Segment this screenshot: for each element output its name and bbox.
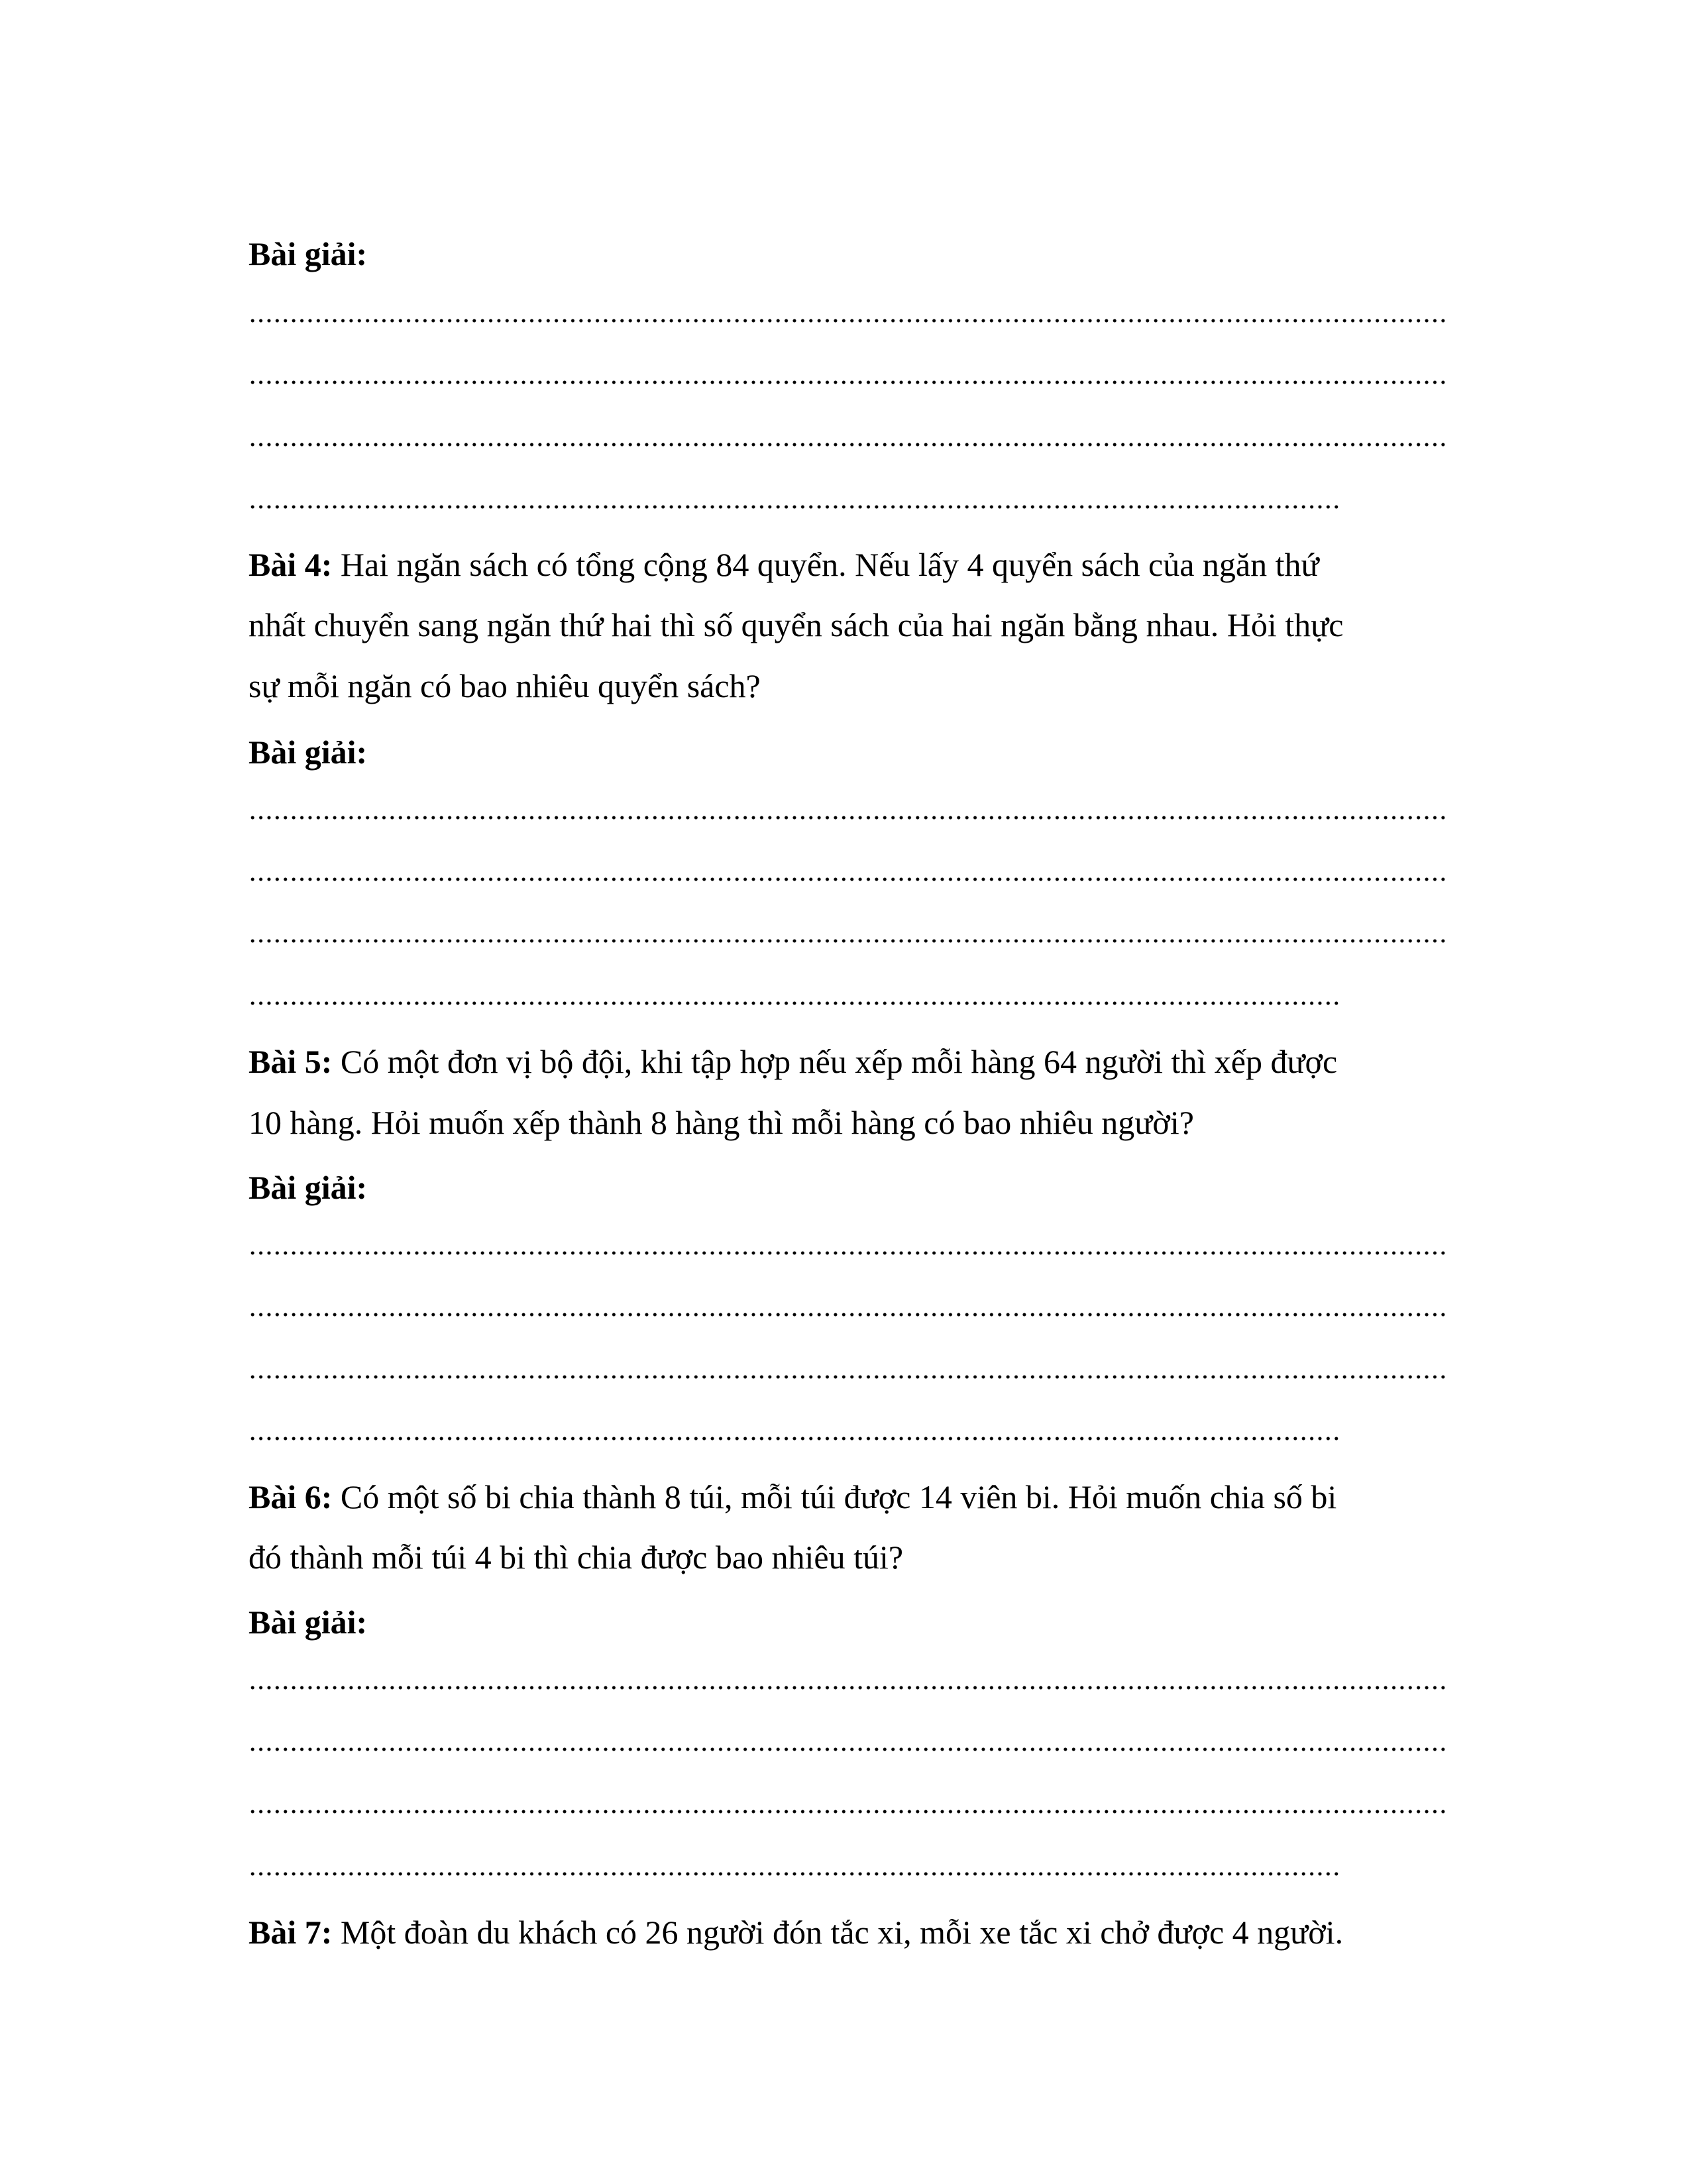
answer-line <box>248 938 1448 944</box>
answer-line <box>248 1374 1448 1380</box>
exercise-4-text-3: sự mỗi ngăn có bao nhiêu quyển sách? <box>248 667 761 704</box>
exercise-4-text-1: Hai ngăn sách có tổng cộng 84 quyển. Nếu lấy 4 quyển sách của ngăn thứ <box>340 546 1319 583</box>
exercise-4-text-2: nhất chuyển sang ngăn thứ hai thì số quyển sách của hai ngăn bằng nhau. Hỏi thực <box>248 606 1344 643</box>
answer-line <box>248 318 1448 323</box>
exercise-5-text-1: Có một đơn vị bộ đội, khi tập hợp nếu xếp mỗi hàng 64 người thì xếp được <box>340 1043 1338 1080</box>
exercise-6-line-1 <box>248 1480 1336 1513</box>
exercise-6-text-1: Có một số bi chia thành 8 túi, mỗi túi được 14 viên bi. Hỏi muốn chia số bi <box>340 1478 1337 1515</box>
exercise-7-line-1 <box>248 1916 1343 1949</box>
answer-line <box>248 1809 1448 1814</box>
exercise-5-label: Bài 5: <box>248 1043 333 1080</box>
answer-line <box>248 442 1448 447</box>
solution-label: Bài giải: <box>248 235 368 272</box>
answer-line <box>248 1685 1448 1690</box>
exercise-5-line-1 <box>248 1045 1337 1078</box>
exercise-4-line-1 <box>248 548 1319 581</box>
answer-line <box>248 380 1448 385</box>
answer-line <box>248 815 1448 820</box>
answer-line <box>248 1250 1448 1256</box>
exercise-7-label: Bài 7: <box>248 1914 333 1951</box>
answer-line <box>248 877 1448 882</box>
exercise-6-text-2: đó thành mỗi túi 4 bi thì chia được bao nhiêu túi? <box>248 1539 904 1576</box>
answer-line <box>248 1001 1340 1006</box>
answer-line <box>248 1312 1448 1317</box>
exercise-4-label: Bài 4: <box>248 546 333 583</box>
solution-label: Bài giải: <box>248 1169 368 1206</box>
answer-line <box>248 504 1340 510</box>
exercise-6-label: Bài 6: <box>248 1478 333 1515</box>
solution-label: Bài giải: <box>248 734 368 771</box>
answer-line <box>248 1871 1340 1877</box>
exercise-5-text-2: 10 hàng. Hỏi muốn xếp thành 8 hàng thì mỗi hàng có bao nhiêu người? <box>248 1104 1194 1141</box>
exercise-7-text-1: Một đoàn du khách có 26 người đón tắc xi, mỗi xe tắc xi chở được 4 người. <box>340 1914 1344 1951</box>
solution-label: Bài giải: <box>248 1604 368 1641</box>
answer-line <box>248 1436 1340 1441</box>
answer-line <box>248 1747 1448 1752</box>
